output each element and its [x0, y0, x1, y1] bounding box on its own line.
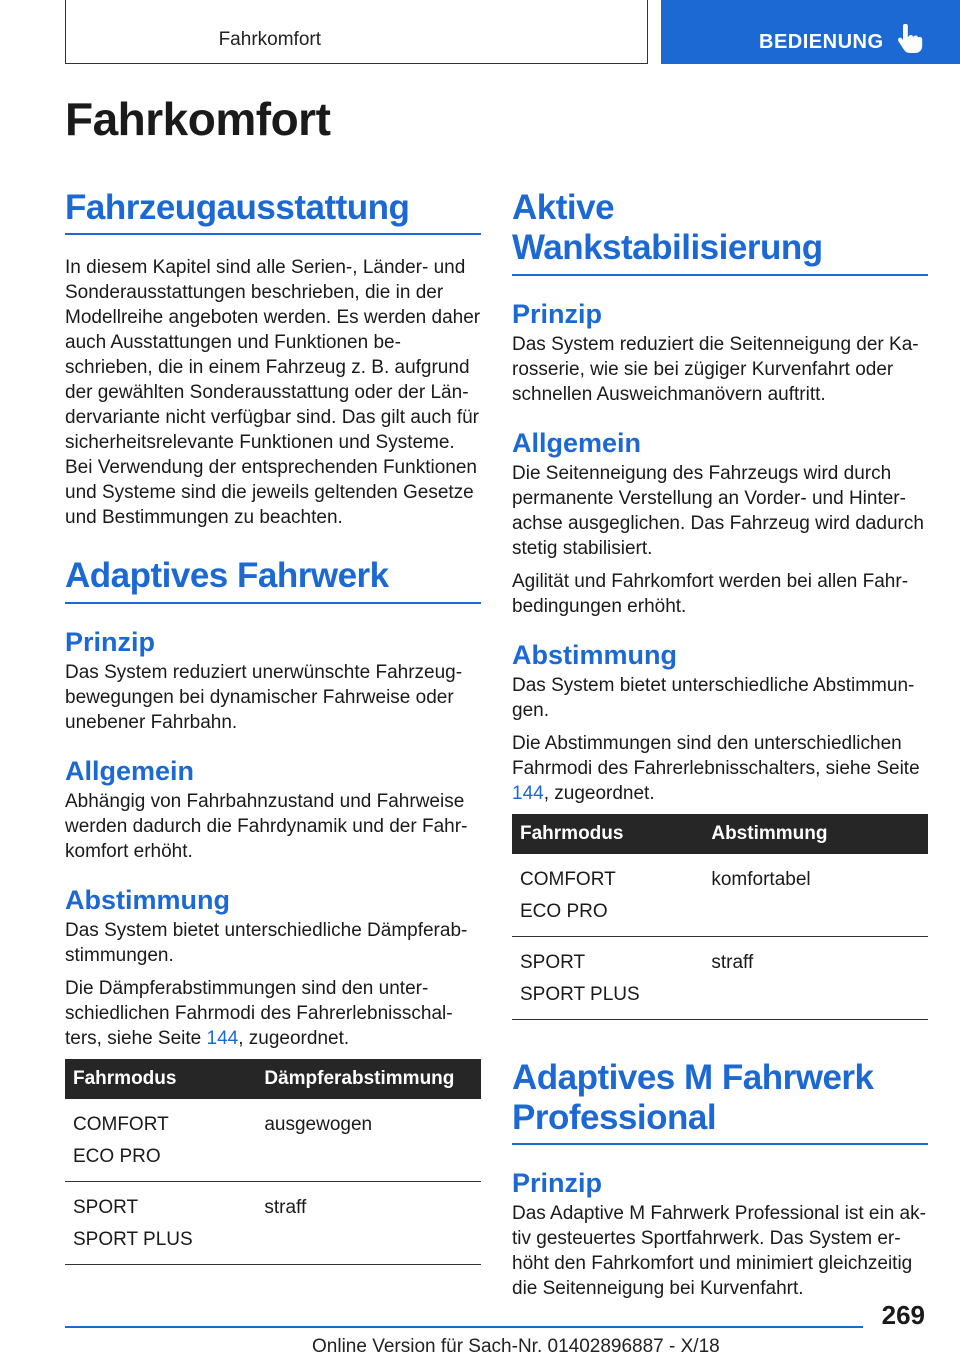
- header-section-box: [65, 0, 648, 64]
- header-section-title: Fahrkomfort: [218, 29, 321, 50]
- table-cell: [512, 936, 703, 1019]
- table-cell: straff: [703, 936, 928, 1019]
- paragraph: In diesem Kapitel sind alle Serien-, Länder- und Sonderausstattungen beschrieben, die in der Modellreihe angeboten werden. Es werden daher auch Ausstattungen und Funktionen beschrieben, die in einem Fahrzeug z. B. aufgrund der gewählten Sonderausstattung oder der Ländervariante nicht verfügbar sind. Das gilt auch für sicherheitsrelevante Funktionen und Systeme. Bei Verwendung der entsprechenden Funktionen und Systeme sind die jeweils geltenden Gesetze und Bestimmungen zu beachten.: [65, 257, 481, 529]
- text: Die Abstimmungen sind den unterschiedlichen Fahrmodi des Fahrerlebnisschalters, siehe Seite: [512, 732, 920, 779]
- subsection-title: Abstimmung: [512, 639, 677, 670]
- subsection-title: Prinzip: [512, 1168, 603, 1198]
- table-cell: [65, 1099, 256, 1182]
- paragraph: [512, 731, 928, 806]
- damper-tuning-table: [65, 1059, 481, 1265]
- section-aktive-wankstabilisierung: [512, 188, 928, 1020]
- footer-online-version: Online Version für Sach-Nr. 01402896887 - X/18: [312, 1336, 720, 1357]
- subsection-title: Allgemein: [512, 427, 642, 458]
- paragraph: Das Adaptive M Fahrwerk Professional ist ein aktiv gesteuertes Sportfahrwerk. Das System erhöht den Fahrkomfort und minimiert gleichzeitig die Seitenneigung bei Kurvenfahrt.: [512, 1203, 926, 1299]
- paragraph: Die Seitenneigung des Fahrzeugs wird durch permanente Verstellung an Vorder- und Hinterachse ausgeglichen. Das Fahrzeug wird dadurch stetig stabilisiert.: [512, 462, 924, 559]
- chapter-tab-label: BEDIENUNG: [759, 31, 884, 53]
- mode-label: ECO PRO: [73, 1145, 161, 1167]
- table-row: [65, 1099, 481, 1182]
- table-cell: ausgewogen: [256, 1099, 481, 1182]
- right-column: [512, 188, 928, 1319]
- table-cell: komfortabel: [703, 854, 928, 937]
- subsection-title: Prinzip: [512, 298, 603, 329]
- text: , zugeordnet.: [238, 1027, 350, 1049]
- subsection-title: Allgemein: [65, 755, 195, 786]
- table-cell: [65, 1181, 256, 1264]
- table-cell: straff: [256, 1181, 481, 1264]
- paragraph: Das System bietet unterschiedliche Abstimmungen.: [512, 674, 915, 721]
- page-title: Fahrkomfort: [65, 93, 331, 145]
- subsection-title: Abstimmung: [65, 884, 230, 915]
- page-reference-link[interactable]: 144: [512, 782, 544, 804]
- section-fahrzeugausstattung: [65, 188, 481, 530]
- section-title: Fahrzeugausstattung: [65, 188, 481, 235]
- column-header: Fahrmodus: [512, 814, 703, 854]
- footer-divider: [65, 1326, 863, 1328]
- section-title: Adaptives M Fahrwerk Professional: [512, 1058, 928, 1146]
- paragraph: [65, 976, 481, 1051]
- mode-label: SPORT: [520, 951, 586, 973]
- section-adaptives-m-fahrwerk: [512, 1058, 928, 1302]
- mode-label: COMFORT: [73, 1113, 169, 1135]
- paragraph: Das System reduziert die Seitenneigung der Karosserie, wie sie bei zügiger Kurvenfahrt oder schnellen Ausweichmanövern auftritt.: [512, 333, 919, 405]
- paragraph: Abhängig von Fahrbahnzustand und Fahrweise werden dadurch die Fahrdynamik und der Fahrkomfort erhöht.: [65, 790, 468, 862]
- column-header: Fahrmodus: [65, 1059, 256, 1099]
- paragraph: Das System reduziert unerwünschte Fahrzeugbewegungen bei dynamischer Fahrweise oder unebener Fahrbahn.: [65, 661, 463, 733]
- page-number: 269: [881, 1300, 925, 1330]
- text: , zugeordnet.: [543, 782, 655, 804]
- paragraph: Das System bietet unterschiedliche Dämpferabstimmungen.: [65, 919, 468, 966]
- column-header: Abstimmung: [703, 814, 928, 854]
- tuning-table: [512, 814, 928, 1020]
- table-row: [512, 854, 928, 937]
- table-row: [512, 936, 928, 1019]
- paragraph: Agilität und Fahrkomfort werden bei allen Fahrbedingungen erhöht.: [512, 570, 909, 617]
- table-header-row: [512, 814, 928, 854]
- table-header-row: [65, 1059, 481, 1099]
- mode-label: SPORT PLUS: [73, 1228, 193, 1250]
- page-reference-link[interactable]: 144: [206, 1027, 239, 1049]
- section-title: Adaptives Fahrwerk: [65, 556, 481, 603]
- mode-label: COMFORT: [520, 868, 616, 890]
- text: Die Dämpferabstimmungen sind den unterschiedlichen Fahrmodi des Fahrerlebnisschalters, siehe Seite: [65, 977, 453, 1049]
- section-adaptives-fahrwerk: [65, 556, 481, 1264]
- mode-label: ECO PRO: [520, 900, 608, 922]
- hand-pointer-icon: [897, 24, 923, 59]
- mode-label: SPORT: [73, 1196, 139, 1218]
- chapter-tab: [661, 0, 960, 64]
- left-column: [65, 188, 481, 1283]
- table-row: [65, 1181, 481, 1264]
- section-title: Aktive Wankstabilisierung: [512, 188, 928, 276]
- subsection-title: Prinzip: [65, 626, 156, 657]
- table-cell: [512, 854, 703, 937]
- mode-label: SPORT PLUS: [520, 983, 640, 1005]
- column-header: Dämpferabstimmung: [256, 1059, 481, 1099]
